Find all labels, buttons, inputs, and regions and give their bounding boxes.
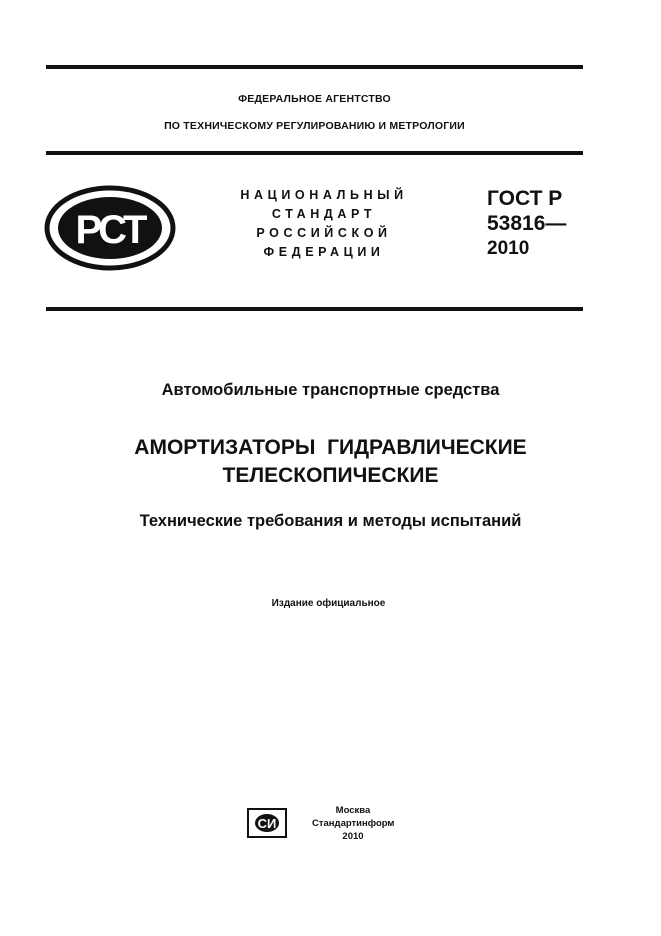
publisher-block bbox=[312, 804, 394, 843]
category-title: Автомобильные транспортные средства bbox=[161, 381, 500, 399]
subtitle: Технические требования и методы испытаний bbox=[139, 512, 522, 530]
gost-line-1: ГОСТ Р bbox=[487, 187, 563, 210]
standartinform-logo bbox=[247, 808, 287, 843]
main-title-line-2: ТЕЛЕСКОПИЧЕСКИЕ bbox=[222, 464, 439, 487]
header-divider-rule bbox=[46, 151, 583, 155]
agency-line-1: ФЕДЕРАЛЬНОЕ АГЕНТСТВО bbox=[238, 93, 391, 105]
natstd-line-3: РОССИЙСКОЙ bbox=[256, 226, 392, 240]
publisher-year: 2010 bbox=[342, 831, 364, 842]
main-title-line-1: АМОРТИЗАТОРЫ ГИДРАВЛИЧЕСКИЕ bbox=[134, 436, 527, 459]
gost-designation bbox=[487, 186, 566, 261]
natstd-line-4: ФЕДЕРАЦИИ bbox=[263, 245, 385, 259]
main-title bbox=[0, 434, 661, 490]
svg-text:СИ: СИ bbox=[257, 816, 277, 831]
gost-line-2: 53816— bbox=[487, 212, 567, 235]
standard-divider-rule bbox=[46, 307, 583, 311]
rst-logo bbox=[44, 185, 176, 276]
edition-label: Издание официальное bbox=[271, 598, 386, 609]
top-rule bbox=[46, 65, 583, 69]
national-standard-label bbox=[228, 186, 420, 262]
publisher-name: Стандартинформ bbox=[312, 818, 395, 829]
gost-line-3: 2010 bbox=[487, 238, 530, 259]
agency-line-2: ПО ТЕХНИЧЕСКОМУ РЕГУЛИРОВАНИЮ И МЕТРОЛОГИИ bbox=[164, 120, 465, 132]
natstd-line-1: НАЦИОНАЛЬНЫЙ bbox=[240, 188, 408, 202]
publisher-city: Москва bbox=[335, 805, 371, 816]
svg-text:РСТ: РСТ bbox=[75, 208, 145, 252]
natstd-line-2: СТАНДАРТ bbox=[271, 207, 377, 221]
